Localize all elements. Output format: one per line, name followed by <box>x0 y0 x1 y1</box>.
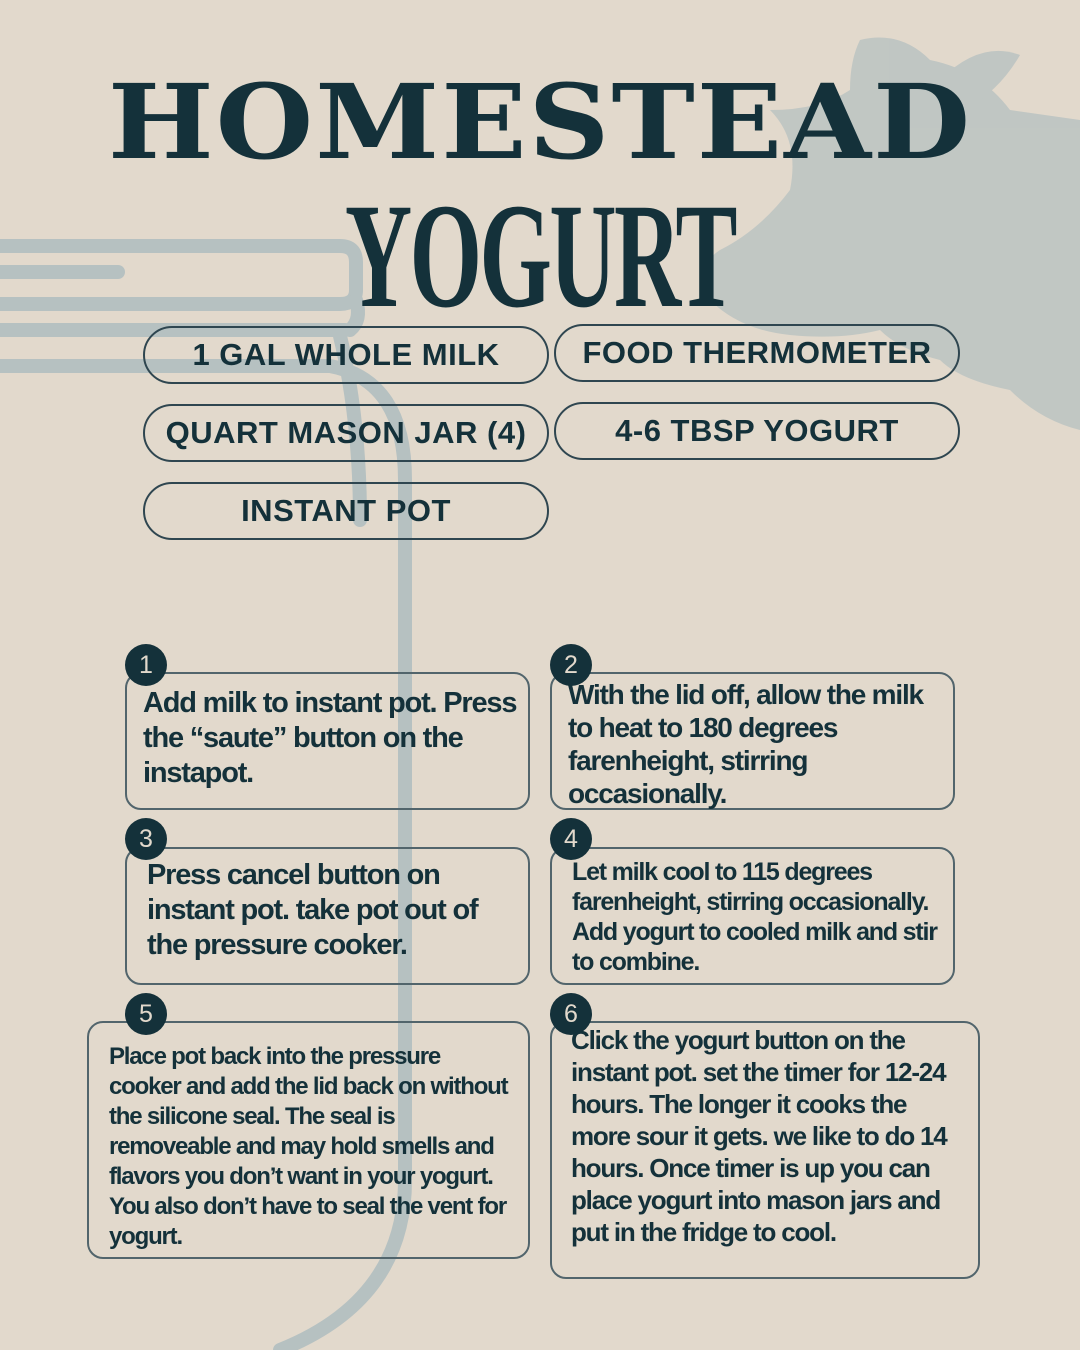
step-3-text: Press cancel button on instant pot. take pot out of the pressure cooker. <box>147 859 478 961</box>
step-4-number: 4 <box>550 818 592 860</box>
supply-milk: 1 GAL WHOLE MILK <box>143 326 549 384</box>
supply-mason-jar: QUART MASON JAR (4) <box>143 404 549 462</box>
step-5-text: Place pot back into the pressure cooker and add the lid back on without the silicone seal. The seal is removeable and may hold smells and flavors you don’t want in your yogurt. You also don’t have to seal the vent for yogurt. <box>109 1043 508 1250</box>
step-5-number: 5 <box>125 993 167 1035</box>
step-1-number: 1 <box>125 644 167 686</box>
supply-instant-pot: INSTANT POT <box>143 482 549 540</box>
title-homestead: HOMESTEAD <box>107 62 973 183</box>
step-2-number: 2 <box>550 644 592 686</box>
supply-yogurt: 4-6 TBSP YOGURT <box>554 402 960 460</box>
step-1-text: Add milk to instant pot. Press the “saute” button on the instapot. <box>143 687 517 789</box>
step-6-text: Click the yogurt button on the instant pot. set the timer for 12-24 hours. The longer it cooks the more sour it gets. we like to do 14 hours. Once timer is up you can place yogurt into mason jars and put in the fridge to cool. <box>571 1025 947 1247</box>
step-6-number: 6 <box>550 993 592 1035</box>
step-3-number: 3 <box>125 818 167 860</box>
step-4-text: Let milk cool to 115 degrees farenheight, stirring occasionally. Add yogurt to cooled milk and stir to combine. <box>572 858 937 976</box>
title-yogurt: YOGURT <box>344 173 736 339</box>
step-2-text: With the lid off, allow the milk to heat to 180 degrees farenheight, stirring occasionally. <box>568 679 923 809</box>
supply-thermometer: FOOD THERMOMETER <box>554 324 960 382</box>
